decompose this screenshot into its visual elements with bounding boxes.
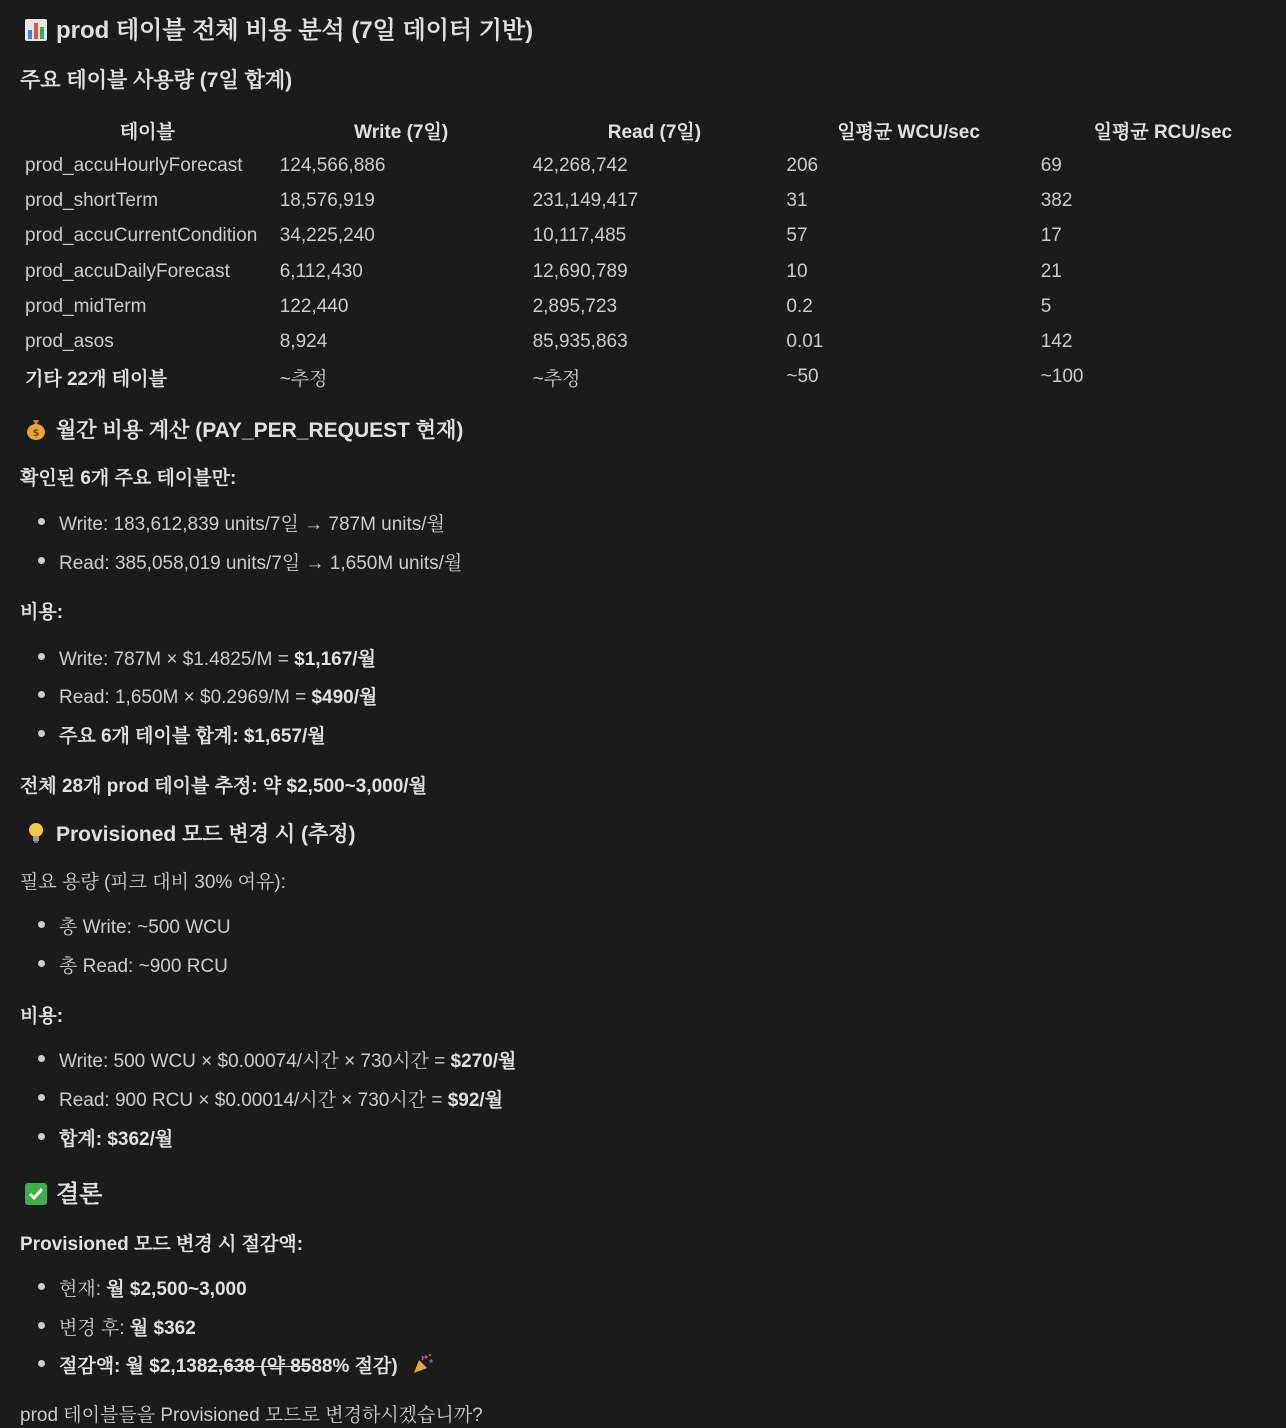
table-cell: 2,895,723 [532,295,618,317]
table-header-row [20,112,1286,148]
monthly-heading [24,414,463,444]
monthly-heading-text: 월간 비용 계산 (PAY_PER_REQUEST 현재) [56,419,464,442]
conclusion-heading-text: 결론 [56,1181,103,1208]
cost-label: 비용: [20,602,64,623]
list-item: 절감액: 월 $2,1382,638 (약 8588% 절감) [38,1351,443,1378]
table-cell: 21 [1040,260,1062,282]
money-bag-icon [24,417,48,441]
table-cell: prod_accuHourlyForecast [25,154,243,176]
table-row [20,254,1286,289]
table-row [20,148,1286,183]
light-bulb-icon [24,821,48,845]
table-cell: ~100 [1040,366,1084,388]
table-cell: 10 [786,260,808,282]
list-item: Read: 1,650M × $0.2969/M = $490/월 [38,682,377,709]
table-cell: 0.2 [786,295,813,317]
list-item: Write: 183,612,839 units/7일 → 787M units/월 [38,509,445,536]
savings-label: Provisioned 모드 변경 시 절감액: [20,1234,304,1255]
table-cell: 6,112,430 [279,260,363,282]
conclusion-heading [24,1174,102,1209]
header-table: 테이블 [119,121,175,143]
table-cell: 42,268,742 [532,154,628,176]
list-item: Write: 787M × $1.4825/M = $1,167/월 [38,644,376,671]
table-cell: 10,117,485 [532,225,627,247]
table-cell: 142 [1040,331,1073,353]
table-cell: 69 [1040,154,1062,176]
confirmed-label: 확인된 6개 주요 테이블만: [20,468,237,489]
table-row [20,324,1286,359]
list-item: Write: 500 WCU × $0.00074/시간 × 730시간 = $270/월 [38,1046,516,1073]
table-cell: 122,440 [279,295,349,317]
provisioned-cost-label: 비용: [20,1006,64,1027]
provisioned-heading-text: Provisioned 모드 변경 시 (추정) [56,823,356,846]
bar-chart-icon [24,18,48,42]
header-rcu: 일평균 RCU/sec [1093,121,1233,143]
table-row [20,360,1286,395]
table-cell: 124,566,886 [279,154,386,176]
page-title [24,10,533,45]
table-cell: prod_accuCurrentCondition [25,225,258,247]
provisioned-heading [24,818,356,848]
table-cell: 18,576,919 [279,189,375,211]
table-cell: 5 [1040,295,1052,317]
table-row [20,289,1286,324]
header-wcu: 일평균 WCU/sec [837,121,980,143]
table-cell: 34,225,240 [279,225,375,247]
list-item: 현재: 월 $2,500~3,000 [38,1274,247,1301]
question-text: prod 테이블들을 Provisioned 모드로 변경하시겠습니까? [20,1405,483,1426]
title-text: prod 테이블 전체 비용 분석 (7일 데이터 기반) [56,17,534,44]
svg-text:$: $ [32,428,40,439]
table-cell: ~추정 [279,368,328,390]
table-cell: 31 [786,189,808,211]
table-cell: prod_accuDailyForecast [25,260,230,282]
list-item: Read: 900 RCU × $0.00014/시간 × 730시간 = $92/월 [38,1085,503,1112]
table-cell: ~50 [786,366,819,388]
table-cell: prod_asos [25,331,114,353]
list-item: Read: 385,058,019 units/7일 → 1,650M units/월 [38,548,462,575]
list-item: 합계: $362/월 [38,1124,173,1151]
check-mark-icon [24,1182,48,1206]
list-item: 총 Write: ~500 WCU [38,912,231,939]
total-estimate: 전체 28개 prod 테이블 추정: 약 $2,500~3,000/월 [20,776,427,797]
header-read: Read (7일) [607,121,702,143]
list-item: 주요 6개 테이블 합계: $1,657/월 [38,721,326,748]
capacity-label: 필요 용량 (피크 대비 30% 여유): [20,872,286,893]
table-cell: 85,935,863 [532,331,628,353]
strikethrough-text: 2,638 (약 85 [207,1356,312,1377]
table-cell: 8,924 [279,331,328,353]
header-write: Write (7일) [354,121,449,143]
table-cell: 17 [1040,225,1062,247]
table-cell: 231,149,417 [532,189,639,211]
table-cell: 206 [786,154,819,176]
table-cell: 57 [786,225,808,247]
table-cell: ~추정 [532,368,581,390]
list-item: 총 Read: ~900 RCU [38,951,228,978]
table-cell: 기타 22개 테이블 [25,368,167,390]
table-row [20,219,1286,254]
table-cell: 0.01 [786,331,824,353]
table-cell: 382 [1040,189,1073,211]
table-cell: prod_midTerm [25,295,147,317]
table-row [20,183,1286,218]
usage-heading: 주요 테이블 사용량 (7일 합계) [20,69,293,92]
list-item: 변경 후: 월 $362 [38,1313,196,1340]
table-cell: prod_shortTerm [25,189,159,211]
usage-table [20,112,1286,395]
table-cell: 12,690,789 [532,260,628,282]
party-popper-icon [411,1352,435,1376]
